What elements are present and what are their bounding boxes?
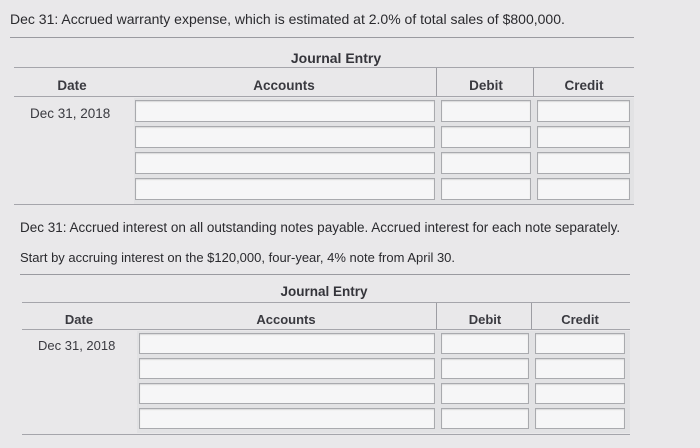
account-field-row-2[interactable] [135,126,435,148]
journal-entry-title: Journal Entry [290,50,382,66]
table-top-border [14,67,634,68]
account-field-row-3[interactable] [135,152,435,174]
debit-field-row-3[interactable] [441,383,529,404]
date-column-header: Date [57,78,87,93]
debit-column-header: Debit [469,78,503,93]
divider [20,274,630,275]
table-bottom-border [22,434,630,435]
interest-instruction-line-1: Dec 31: Accrued interest on all outstanding notes payable. Accrued interest for each note separately. [20,220,621,235]
credit-column-header: Credit [561,312,599,327]
journal-entry-title: Journal Entry [280,284,368,299]
credit-field-row-1[interactable] [537,100,630,122]
debit-field-row-2[interactable] [441,358,529,379]
account-field-row-4[interactable] [135,178,435,200]
credit-column-header: Credit [564,78,604,93]
table-top-border [22,302,630,303]
date-column-header: Date [64,312,94,327]
column-divider [436,303,437,329]
debit-field-row-4[interactable] [441,178,531,200]
credit-field-row-4[interactable] [535,408,625,429]
debit-field-row-4[interactable] [441,408,529,429]
accounts-column-header: Accounts [256,312,316,327]
credit-field-row-2[interactable] [537,126,630,148]
header-bottom-border [14,96,634,97]
account-field-row-2[interactable] [139,358,435,379]
debit-column-header: Debit [468,312,502,327]
warranty-instruction: Dec 31: Accrued warranty expense, which is estimated at 2.0% of total sales of $800,000. [10,11,565,27]
credit-field-row-2[interactable] [535,358,625,379]
interest-instruction-line-2: Start by accruing interest on the $120,000, four-year, 4% note from April 30. [20,250,456,265]
account-field-row-1[interactable] [135,100,435,122]
credit-field-row-3[interactable] [537,152,630,174]
credit-field-row-3[interactable] [535,383,625,404]
account-field-row-1[interactable] [139,333,435,354]
credit-field-row-1[interactable] [535,333,625,354]
debit-field-row-3[interactable] [441,152,531,174]
table-bottom-border [14,204,634,205]
accounts-column-header: Accounts [253,78,315,93]
account-field-row-4[interactable] [139,408,435,429]
debit-field-row-2[interactable] [441,126,531,148]
header-bottom-border [22,329,630,330]
divider [10,37,634,38]
debit-field-row-1[interactable] [441,333,529,354]
column-divider [436,68,437,96]
credit-field-row-4[interactable] [537,178,630,200]
column-divider [531,303,532,329]
account-field-row-3[interactable] [139,383,435,404]
debit-field-row-1[interactable] [441,100,531,122]
entry-date: Dec 31, 2018 [30,106,111,121]
column-divider [533,68,534,96]
entry-date: Dec 31, 2018 [38,338,116,353]
